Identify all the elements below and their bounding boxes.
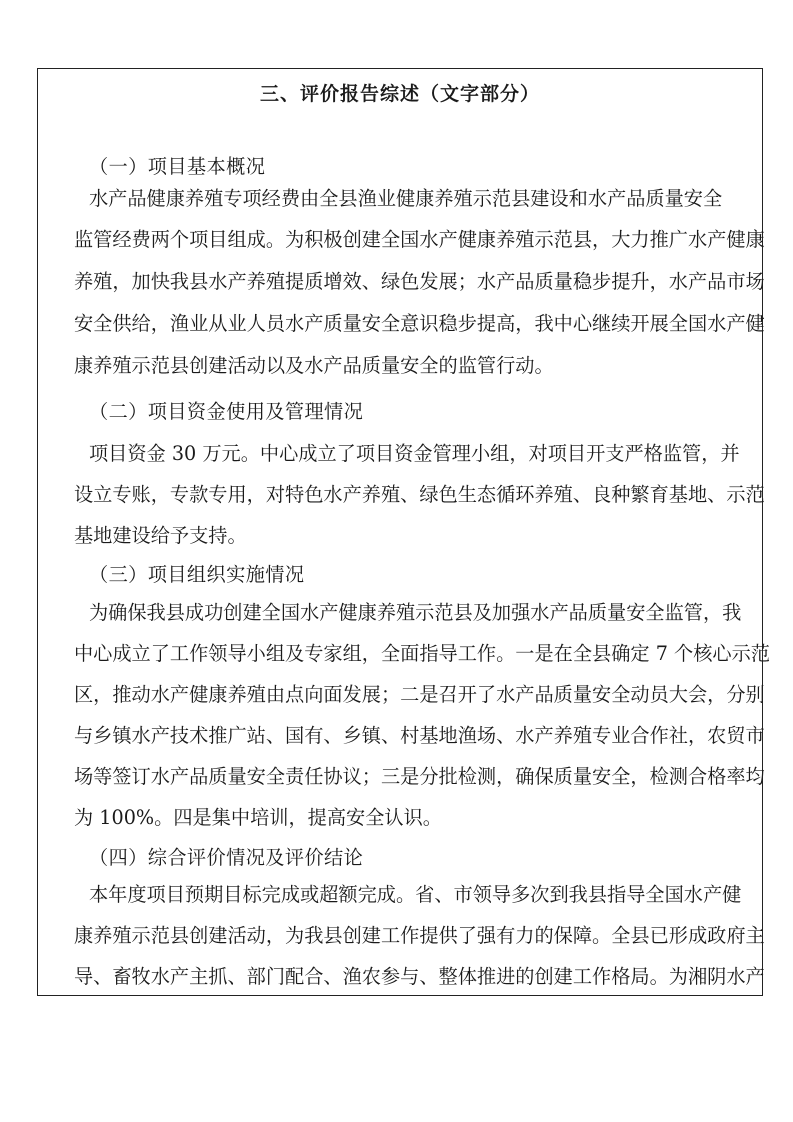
paragraph-line: 为 100%。四是集中培训，提高安全认识。 [74, 806, 442, 829]
paragraph-line: 设立专账，专款专用，对特色水产养殖、绿色生态循环养殖、良种繁育基地、示范 [74, 483, 765, 506]
paragraph-line: 康养殖示范县创建活动，为我县创建工作提供了强有力的保障。全县已形成政府主 [74, 924, 765, 947]
section-heading: （四）综合评价情况及评价结论 [89, 846, 364, 869]
paragraph-line: 安全供给，渔业从业人员水产质量安全意识稳步提高，我中心继续开展全国水产健 [74, 312, 765, 335]
paragraph-line: 为确保我县成功创建全国水产健康养殖示范县及加强水产品质量安全监管，我 [89, 601, 742, 624]
paragraph-line: 监管经费两个项目组成。为积极创建全国水产健康养殖示范县，大力推广水产健康 [74, 228, 765, 251]
report-frame [37, 68, 770, 996]
paragraph-line: 与乡镇水产技术推广站、国有、乡镇、村基地渔场、水产养殖专业合作社，农贸市 [74, 724, 765, 747]
paragraph-line: 项目资金 30 万元。中心成立了项目资金管理小组，对项目开支严格监管，并 [89, 442, 740, 465]
paragraph-line: 养殖，加快我县水产养殖提质增效、绿色发展；水产品质量稳步提升，水产品市场 [74, 270, 765, 293]
paragraph-line: 场等签订水产品质量安全责任协议；三是分批检测，确保质量安全，检测合格率均 [74, 765, 765, 788]
section-heading: （二）项目资金使用及管理情况 [89, 400, 364, 423]
paragraph-line: 区，推动水产健康养殖由点向面发展；二是召开了水产品质量安全动员大会，分别 [74, 683, 765, 706]
page-title: 三、评价报告综述（文字部分） [259, 83, 540, 105]
paragraph-line: 中心成立了工作领导小组及专家组，全面指导工作。一是在全县确定 7 个核心示范 [74, 642, 770, 665]
paragraph-line: 本年度项目预期目标完成或超额完成。省、市领导多次到我县指导全国水产健 [89, 883, 742, 906]
paragraph-line: 导、畜牧水产主抓、部门配合、渔农参与、整体推进的创建工作格局。为湘阴水产 [74, 965, 765, 988]
section-heading: （一）项目基本概况 [89, 155, 266, 178]
paragraph-line: 康养殖示范县创建活动以及水产品质量安全的监管行动。 [74, 354, 554, 377]
section-heading: （三）项目组织实施情况 [89, 563, 305, 586]
paragraph-line: 水产品健康养殖专项经费由全县渔业健康养殖示范县建设和水产品质量安全 [89, 187, 723, 210]
paragraph-line: 基地建设给予支持。 [74, 524, 247, 547]
